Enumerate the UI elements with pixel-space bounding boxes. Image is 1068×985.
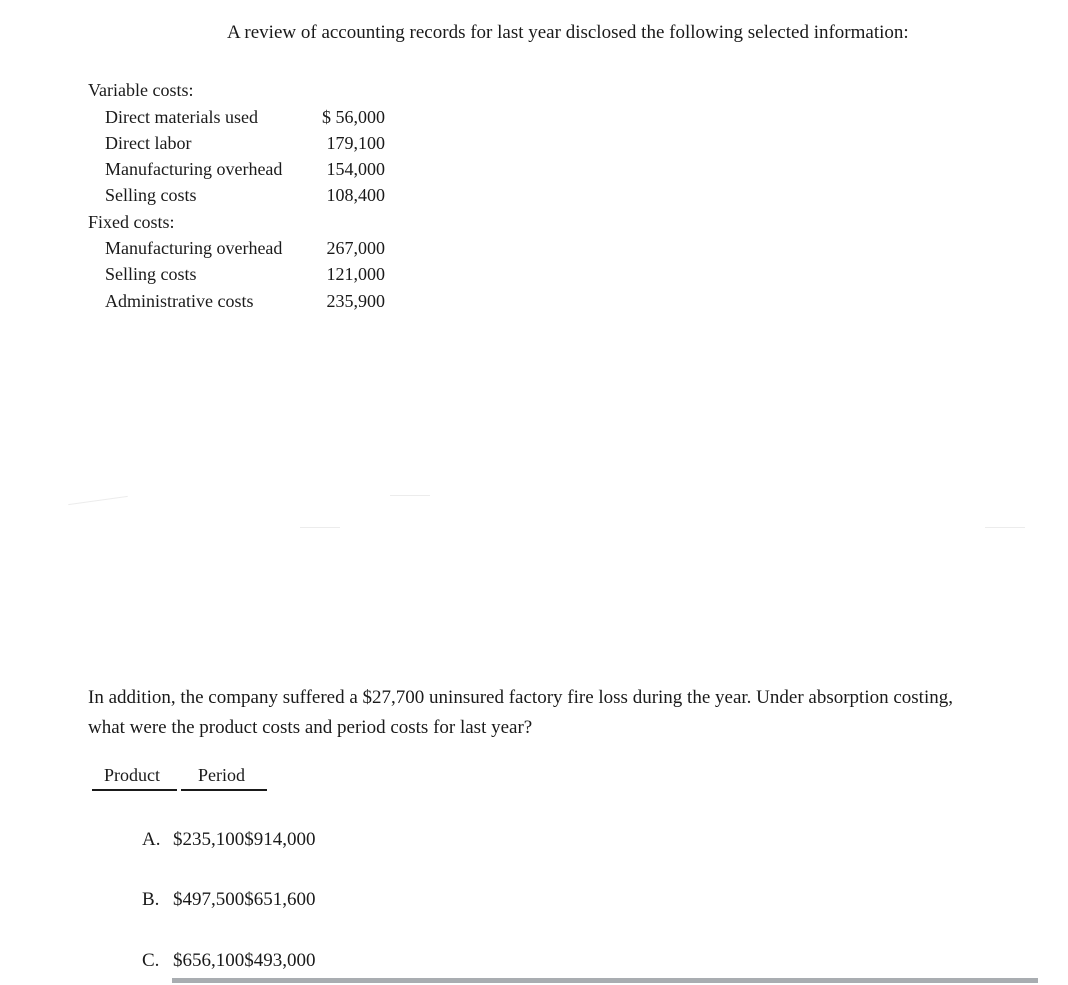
option-letter: C.: [142, 950, 160, 971]
column-header-product: Product: [104, 765, 160, 785]
scan-artifact: [390, 495, 430, 496]
option-period-value: $914,000: [244, 829, 316, 850]
cost-amount: 179,100: [326, 133, 385, 153]
cost-row-direct-materials: [105, 107, 385, 131]
cost-label: Manufacturing overhead: [105, 238, 283, 258]
scan-artifact: [985, 527, 1025, 528]
scrollbar-track[interactable]: [172, 978, 1038, 983]
cost-row-administrative: [105, 291, 385, 315]
scan-artifact: [68, 496, 128, 505]
option-product-value: $497,500: [173, 889, 245, 910]
cost-label: Administrative costs: [105, 291, 254, 311]
question-text: [88, 683, 1048, 743]
question-line-2: what were the product costs and period costs for last year?: [88, 717, 533, 738]
cost-amount: $ 56,000: [322, 107, 385, 127]
option-letter: A.: [142, 829, 161, 850]
column-underline-product: [92, 789, 177, 791]
cost-label: Selling costs: [105, 185, 197, 205]
intro-text: A review of accounting records for last year disclosed the following selected information:: [227, 22, 909, 43]
cost-amount: 154,000: [326, 159, 385, 179]
option-period-value: $493,000: [244, 950, 316, 971]
column-underline-period: [181, 789, 267, 791]
cost-amount: 108,400: [326, 185, 385, 205]
scan-artifact: [300, 527, 340, 528]
cost-label: Direct materials used: [105, 107, 258, 127]
cost-amount: 235,900: [326, 291, 385, 311]
cost-label: Manufacturing overhead: [105, 159, 283, 179]
option-letter: B.: [142, 889, 160, 910]
variable-costs-heading: Variable costs:: [88, 80, 194, 100]
cost-row-fixed-mfg-overhead: [105, 238, 385, 262]
cost-amount: 267,000: [326, 238, 385, 258]
cost-row-direct-labor: [105, 133, 385, 157]
option-period-value: $651,600: [244, 889, 316, 910]
cost-label: Selling costs: [105, 264, 197, 284]
cost-row-fixed-selling: [105, 264, 385, 288]
cost-label: Direct labor: [105, 133, 192, 153]
answer-option-a[interactable]: [142, 829, 316, 851]
cost-amount: 121,000: [326, 264, 385, 284]
fixed-costs-heading: Fixed costs:: [88, 212, 175, 232]
answer-option-c[interactable]: [142, 950, 316, 972]
answer-option-b[interactable]: [142, 889, 316, 911]
option-product-value: $656,100: [173, 950, 245, 971]
option-product-value: $235,100: [173, 829, 245, 850]
cost-row-variable-selling: [105, 185, 385, 209]
column-header-period: Period: [198, 765, 245, 785]
question-line-1: In addition, the company suffered a $27,700 uninsured factory fire loss during the year. Under absorption costing,: [88, 687, 953, 708]
cost-row-variable-mfg-overhead: [105, 159, 385, 183]
